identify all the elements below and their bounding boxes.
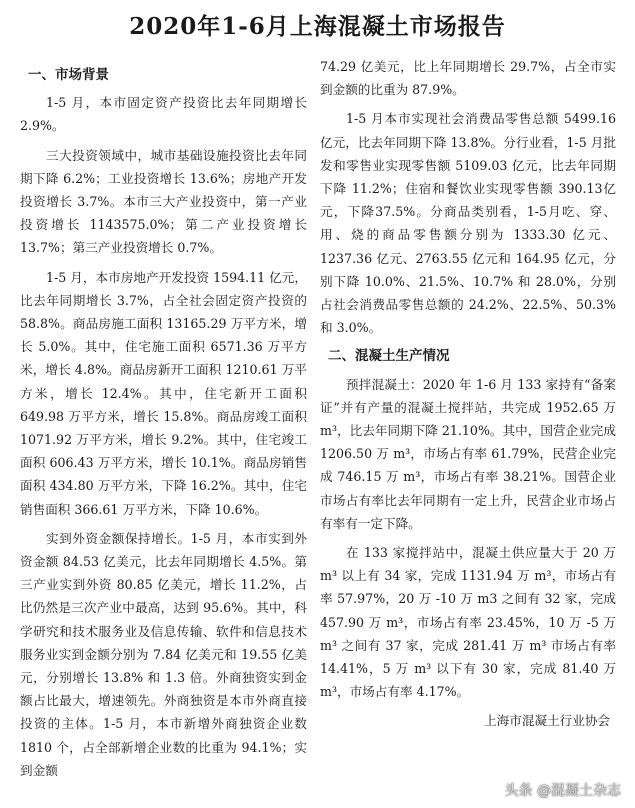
section-heading-concrete: 二、混凝土生产情况: [328, 348, 450, 365]
paragraph-concrete-output: 预拌混凝土：2020 年 1-6 月 133 家持有“备案证”并有产量的混凝土搅拌站，共完成 1952.65 万 m³，比去年同期下降 21.10%。其中，国营企业完成 1206.50 万 m³，市场占有率 61.79%，民营企业完成 746.15 万 m³，市场占有率 38.21%。国营企业市场占有率比去年同期有一定上升，民营企业市场占有率有一定下降。: [320, 376, 616, 531]
paragraph-retail: 1-5 月本市实现社会消费品零售总额 5499.16 亿元，比去年同期下降 13.8%。分行业看，1-5 月批发和零售业实现零售额 5109.03 亿元，比去年同期下降 11.2%；住宿和餐饮业实现零售额 390.13亿元，下降37.5%。分商品类别看，1-5月吃、穿、用、烧的商品零售额分别为 1333.30 亿元、1237.36 亿元、2763.55 亿元和 164.95 亿元，分别下降 10.0%、21.5%、10.7% 和 28.0%，分别占社会消费品零售总额的 24.2%、22.5%、50.3% 和 3.0%。: [320, 111, 616, 336]
section-heading-market: 一、市场背景: [28, 67, 109, 83]
paragraph-foreign-capital-cont: 74.29 亿美元，比上年同期增长 29.7%，占全市实到金额的比重为 87.9%。: [320, 59, 616, 98]
page-title: 2020年1-6月上海混凝土市场报告: [129, 13, 506, 40]
paragraph-investment-fields: 三大投资领域中，城市基础设施投资比去年同期下降 6.2%；工业投资增长 13.6%；房地产开发投资增长 3.7%。本市三大产业投资中，第一产业投资增长 1143575.0%；第二产业投资增长 13.7%；第三产业投资增长 0.7%。: [20, 147, 307, 256]
paragraph-foreign-capital: 实到外资金额保持增长。1-5 月，本市实到外资金额 84.53 亿美元，比去年同期增长 4.5%。第三产业实到外资 80.85 亿美元，增长 11.2%，占比仍然是三次产业中最高，达到 95.6%。其中，科学研究和技术服务业及信息传输、软件和信息技术服务业实到金额分别为 7.84 亿美元和 19.55 亿美元，分别增长 13.8% 和 1.3 倍。外商独资实到金额占比最大，增速领先。外商独资是本市外商直接投资的主体。1-5 月，本市新增外商独资企业数 1810 个，占全部新增企业数的比重为 94.1%；实到金额: [20, 530, 307, 778]
watermark: 头条 @混凝土杂志: [504, 783, 621, 799]
paragraph-concrete-plants: 在 133 家搅拌站中，混凝土供应量大于 20 万 m³ 以上有 34 家，完成 1131.94 万 m³，市场占有率 57.97%，20 万 -10 万 m3 之间有 32 家，完成 457.90 万 m³，市场占有率 23.45%，10 万 -5 万 m³ 之间有 37 家，完成 281.41 万 m³ 市场占有率 14.41%，5 万 m³ 以下有 30 家，完成 81.40 万 m³，市场占有率 4.17%。: [320, 545, 616, 700]
left-column: [20, 58, 307, 788]
right-column: [320, 55, 616, 733]
signature: 上海市混凝土行业协会: [484, 713, 610, 729]
paragraph-investment: 1-5 月，本市固定资产投资比去年同期增长 2.9%。: [20, 95, 307, 134]
paragraph-real-estate: 1-5 月，本市房地产开发投资 1594.11 亿元，比去年同期增长 3.7%，占全社会固定资产投资的 58.8%。商品房施工面积 13165.29 万平方米，增长 5.0%。其中，住宅施工面积 6571.36 万平方米，增长 4.8%。商品房新开工面积 1210.61 万平方米，增长 12.4%。其中，住宅新开工面积 649.98 万平方米，增长 15.8%。商品房竣工面积 1071.92 万平方米，增长 9.2%。其中，住宅竣工面积 606.43 万平方米，增长 10.1%。商品房销售面积 434.80 万平方米，下降 16.2%。其中，住宅销售面积 366.61 万平方米，下降 10.6%。: [20, 269, 307, 517]
